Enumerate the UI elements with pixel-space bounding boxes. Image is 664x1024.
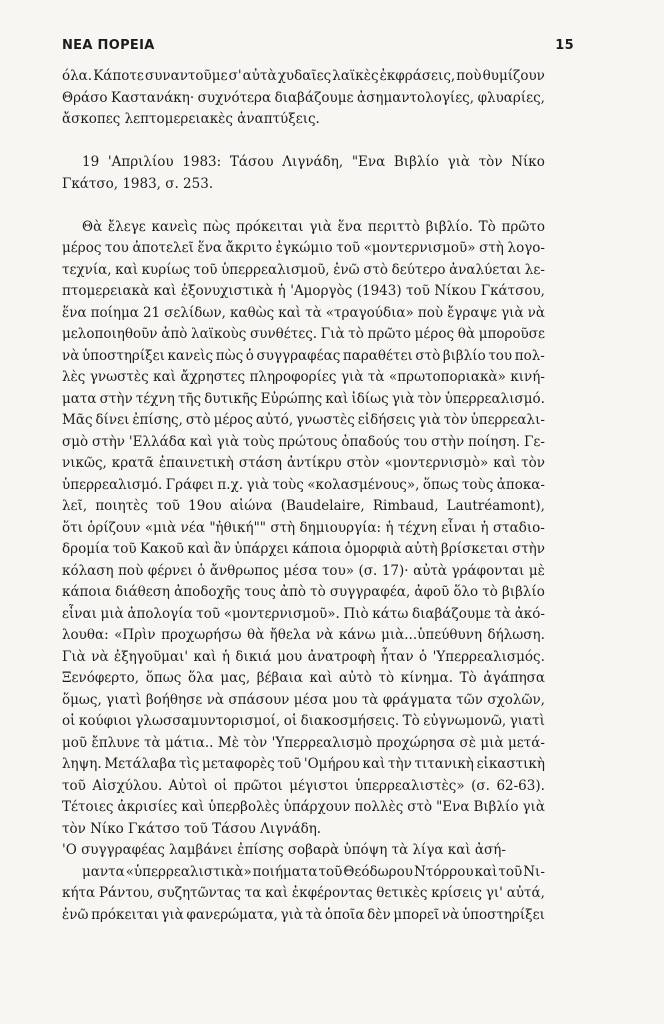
text-line: ὑπερρεαλισμό. Γράφει π.χ. γιὰ τοὺς «κολασμένους», ὅπως τοὺς ἀποκα- (62, 476, 545, 493)
text-line: μαντα «ὑπερρεαλιστικὰ» ποιήματα τοῦ Θεόδωρου Ντόρρου καὶ τοῦ Νι- (82, 863, 545, 880)
text-line: Θὰ ἔλεγε κανεὶς πὼς πρόκειται γιὰ ἕνα περιττὸ βιβλίο. Τὸ πρῶτο (82, 218, 545, 235)
page-number: 15 (555, 38, 574, 53)
text-line: σμὸ στὴν 'Ελλάδα καὶ γιὰ τοὺς πρώτους ὀπαδούς του στὴν ποίηση. Γε- (62, 433, 545, 450)
paragraph-gap (62, 195, 545, 217)
text-line: κόλαση ποὺ φέρνει ὁ ἄνθρωπος μέσα του» (σ. 17)· αὐτὰ γράφονται μὲ (62, 562, 545, 579)
text-line: μελοποιηθοῦν ἀπὸ λαϊκοὺς συνθέτες. Γιὰ τὸ πρῶτο μέρος θὰ μποροῦσε (62, 326, 545, 342)
text-line: λεῖ, ποιητὲς τοῦ 19ου αἰώνα (Baudelaire, Rimbaud, Lautréamont), (62, 498, 545, 514)
text-line: νικῶς, κρατᾶ ἐπαινετικὴ στάση ἀντίκρυ στὸν «μοντερνισμὸ» καὶ τὸν (62, 455, 545, 471)
text-line: τεχνία, καὶ κυρίως τοῦ ὑπερρεαλισμοῦ, ἐνῶ στὸ δεύτερο ἀναλύεται λε- (62, 261, 545, 278)
text-line: ἄσκοπες λεπτομερειακὲς ἀναπτύξεις. (62, 111, 320, 127)
text-line: 19 'Απριλίου 1983: Τάσου Λιγνάδη, "Ενα Βιβλίο γιὰ τὸν Νίκο (82, 154, 545, 170)
text-line: νὰ ὑποστηρίξει κανεὶς πὼς ὁ συγγραφέας παραθέτει στὸ βιβλίο του πολ- (62, 347, 545, 364)
text-line: όλα. Κάποτε συναντοῦμε σ' αὐτὰ χυδαῖες λαϊκὲς ἐκφράσεις, ποὺ θυμίζουν (62, 68, 545, 84)
text-line: ἕνα ποίημα 21 σελίδων, καθὼς καὶ τὰ «τραγούδια» ποὺ ἔγραψε γιὰ νὰ (62, 304, 545, 321)
text-line: Ξενόφερτο, ὅπως ὅλα μας, βέβαια καὶ αὐτὸ τὸ κίνημα. Τὸ ἀγάπησα (62, 670, 545, 686)
text-line: λουθα: «Πρὶν προχωρήσω θὰ ἤθελα νὰ κάνω μιὰ...ὑπεύθυνη δήλωση. (62, 627, 545, 643)
journal-title: ΝΕΑ ΠΟΡΕΙΑ (62, 38, 155, 53)
text-line: ματα στὴν τέχνη τῆς δυτικῆς Εὐρώπης καὶ ἰδίως γιὰ τὸν ὑπερρεαλισμό. (62, 390, 545, 407)
paragraph-gap (62, 131, 545, 153)
text-line: Θράσο Καστανάκη· συχνότερα διαβάζουμε ἀσημαντολογίες, φλυαρίες, (62, 89, 545, 106)
text-line: οἱ κούφιοι γλωσσαμυντορισμοί, οἱ διακοσμήσεις. Τὸ εὐγνωμονῶ, γιατὶ (62, 713, 545, 729)
text-line: ὅτι ὁρίζουν «μιὰ νέα "ἠθική"" στὴ δημιουργία: ἡ τέχνη εἶναι ἡ σταδιο- (62, 519, 545, 536)
running-header (62, 38, 574, 53)
text-line: Μᾶς δίνει ἐπίσης, στὸ μέρος αὐτό, γνωστὲς εἰδήσεις γιὰ τὸν ὑπερρεαλι- (62, 412, 545, 428)
body-text (62, 66, 545, 926)
text-line: ὅμως, γιατὶ βοήθησε νὰ σπάσουν μέσα μου τὰ φράγματα τῶν σχολῶν, (62, 691, 545, 708)
text-line: τὸν Νίκο Γκάτσο τοῦ Τάσου Λιγνάδη. (62, 820, 322, 837)
text-line: ἐνῶ πρόκειται γιὰ φανερώματα, γιὰ τὰ ὁποῖα δὲν μπορεῖ νὰ ὑποστηρίξει (62, 906, 545, 923)
text-line: λὲς γνωστὲς καὶ ἄχρηστες πληροφορίες γιὰ τὰ «πρωτοποριακὰ» κινή- (62, 369, 545, 385)
text-line: δρομία τοῦ Κακοῦ καὶ ἂν ὑπάρχει κάποια ὀμορφιὰ αὐτὴ βρίσκεται στὴν (62, 541, 545, 557)
text-line: κήτα Ράντου, συζητῶντας τα καὶ ἐκφέροντας θετικὲς κρίσεις γι' αὐτά, (62, 885, 545, 901)
text-line: πτομερειακὰ καὶ ἐξονυχιστικὰ ἡ 'Αμοργὸς (1943) τοῦ Νίκου Γκάτσου, (62, 283, 545, 299)
text-line: Γκάτσο, 1983, σ. 253. (62, 175, 214, 192)
text-line: 'Ο συγγραφέας λαμβάνει ἐπίσης σοβαρὰ ὑπόψη τὰ λίγα καὶ ἀσή- (62, 842, 506, 858)
text-line: κάποια διάθεση ἀποδοχῆς τους ἀπὸ τὸ συγγραφέα, ἀφοῦ ὅλο τὸ βιβλίο (62, 584, 545, 600)
text-line: Τέτοιες ἀκρισίες καὶ ὑπερβολὲς ὑπάρχουν πολλὲς στὸ "Ενα Βιβλίο γιὰ (62, 799, 545, 815)
text-line: μέρος του ἀποτελεῖ ἕνα ἄκριτο ἐγκώμιο τοῦ «μοντερνισμοῦ» στὴ λογο- (62, 240, 545, 256)
text-line: μοῦ ἔπλυνε τὰ μάτια.. Μὲ τὸν 'Υπερρεαλισμὸ προχώρησα σὲ μιὰ μετά- (62, 734, 545, 751)
text-line: ληψη. Μετάλαβα τὶς μεταφορὲς τοῦ 'Ομήρου καὶ τὴν τιτανικὴ εἰκαστικὴ (62, 756, 545, 772)
text-line: Γιὰ νὰ ἐξηγοῦμαι' καὶ ἡ δικιά μου ἀνατροφὴ ἦταν ὁ 'Υπερρεαλισμός. (62, 648, 545, 665)
text-line: τοῦ Αἰσχύλου. Αὐτοὶ οἱ πρῶτοι μέγιστοι ὑπερρεαλιστὲς» (σ. 62-63). (62, 777, 545, 794)
text-line: εἶναι μιὰ ἀπολογία τοῦ «μοντερνισμοῦ». Πιὸ κάτω διαβάζουμε τὰ ἀκό- (62, 605, 545, 622)
